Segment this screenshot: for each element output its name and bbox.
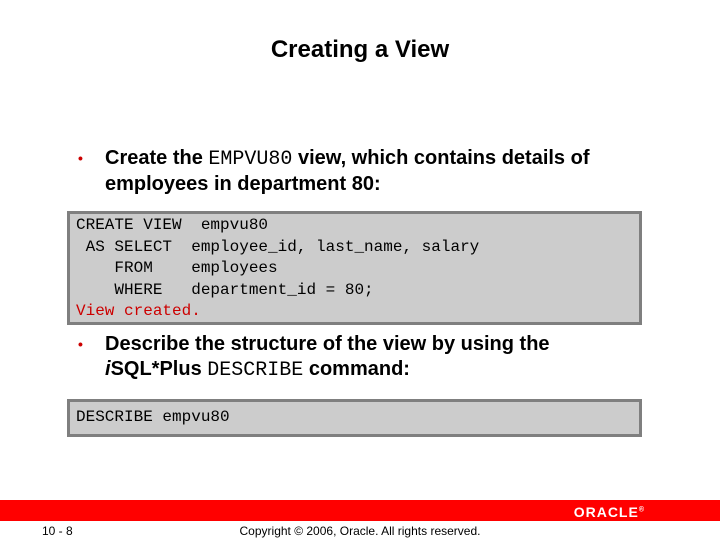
bullet-describe bbox=[78, 332, 665, 383]
bullet-dot-icon: • bbox=[78, 336, 83, 352]
bullet1-text-before: Create the bbox=[105, 147, 209, 169]
oracle-logo-text: ORACLE bbox=[573, 504, 639, 520]
bullet2-code: DESCRIBE bbox=[207, 359, 304, 382]
code-line: FROM employees bbox=[76, 259, 278, 277]
code-line: WHERE department_id = 80; bbox=[76, 280, 374, 299]
code-line: CREATE VIEW empvu80 bbox=[76, 216, 269, 234]
registered-mark: ® bbox=[638, 506, 645, 514]
oracle-logo bbox=[574, 504, 645, 520]
create-view-code-block bbox=[67, 211, 642, 325]
bullet-create-view bbox=[78, 146, 665, 197]
bullet1-code: EMPVU80 bbox=[208, 148, 293, 171]
bullet2-text-before: Describe the structure of the view by using the bbox=[105, 333, 550, 355]
bullet1-text-after: view, which contains details of employees in department 80: bbox=[105, 147, 590, 195]
code-line: AS SELECT employee_id, last_name, salary bbox=[76, 237, 480, 256]
code-result: View created. bbox=[76, 302, 201, 320]
bullet2-text-after: command: bbox=[303, 358, 410, 380]
slide-title: Creating a View bbox=[270, 36, 450, 63]
page-number: 10 - 8 bbox=[42, 524, 73, 538]
describe-code-block bbox=[67, 399, 642, 437]
copyright: Copyright © 2006, Oracle. All rights reserved. bbox=[239, 524, 481, 538]
bullet-dot-icon: • bbox=[78, 150, 83, 166]
bullet2-text-mid: SQL*Plus bbox=[110, 358, 208, 380]
code-line: DESCRIBE empvu80 bbox=[76, 408, 230, 426]
bullet2-italic-prefix: i bbox=[105, 358, 111, 380]
